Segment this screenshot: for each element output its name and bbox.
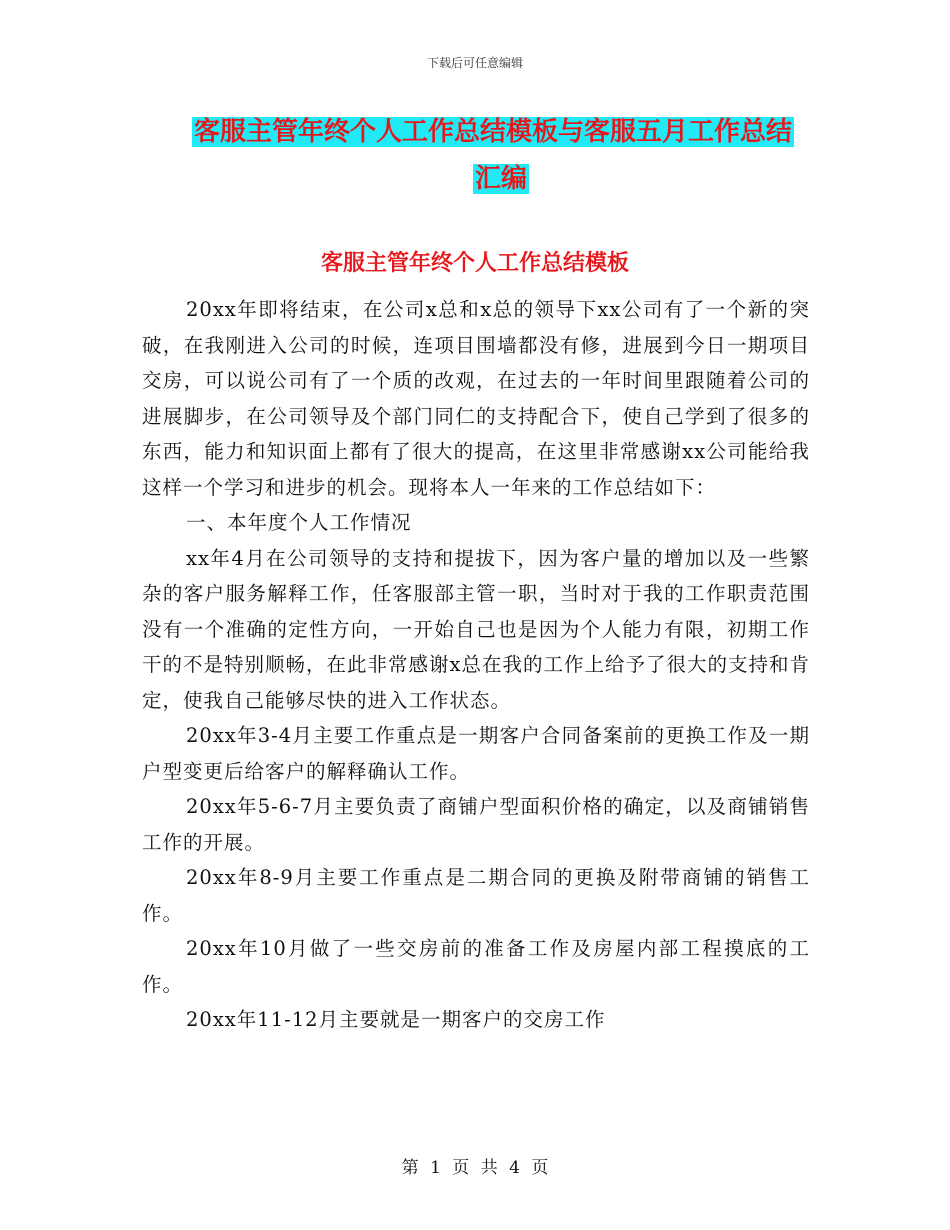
header-note: 下载后可任意编辑 [426,56,523,70]
title-line-1: 客服主管年终个人工作总结模板与客服五月工作总结 [194,117,793,147]
document-title [186,110,816,202]
paragraph: 20xx年10月做了一些交房前的准备工作及房屋内部工程摸底的工作。 [142,937,810,996]
section-title: 客服主管年终个人工作总结模板 [320,251,629,276]
page-footer: 第 1 页 共 4 页 [401,1158,549,1178]
title-line-2: 汇编 [474,164,527,194]
paragraph: xx年4月在公司领导的支持和提拔下，因为客户量的增加以及一些繁杂的客户服务解释工作，任客服部主管一职，当时对于我的工作职责范围没有一个准确的定性方向，一开始自己也是因为个人能力有限，初期工作干的不是特别顺畅，在此非常感谢x总在我的工作上给予了很大的支持和肯定，使我自己能够尽快的进入工作状态。 [142,546,810,712]
paragraph: 一、本年度个人工作情况 [186,511,412,534]
paragraph: 20xx年5-6-7月主要负责了商铺户型面积价格的确定，以及商铺销售工作的开展。 [142,795,810,854]
paragraph: 20xx年11-12月主要就是一期客户的交房工作 [186,1008,606,1031]
paragraph: 20xx年3-4月主要工作重点是一期客户合同备案前的更换工作及一期户型变更后给客户的解释确认工作。 [142,724,810,783]
paragraph: 20xx年8-9月主要工作重点是二期合同的更换及附带商铺的销售工作。 [142,866,810,925]
paragraph: 20xx年即将结束，在公司x总和x总的领导下xx公司有了一个新的突破，在我刚进入公司的时候，连项目围墙都没有修，进展到今日一期项目交房，可以说公司有了一个质的改观，在过去的一年时间里跟随着公司的进展脚步，在公司领导及个部门同仁的支持配合下，使自己学到了很多的东西，能力和知识面上都有了很大的提高，在这里非常感谢xx公司能给我这样一个学习和进步的机会。现将本人一年来的工作总结如下： [142,298,810,499]
document-body [142,292,810,1038]
